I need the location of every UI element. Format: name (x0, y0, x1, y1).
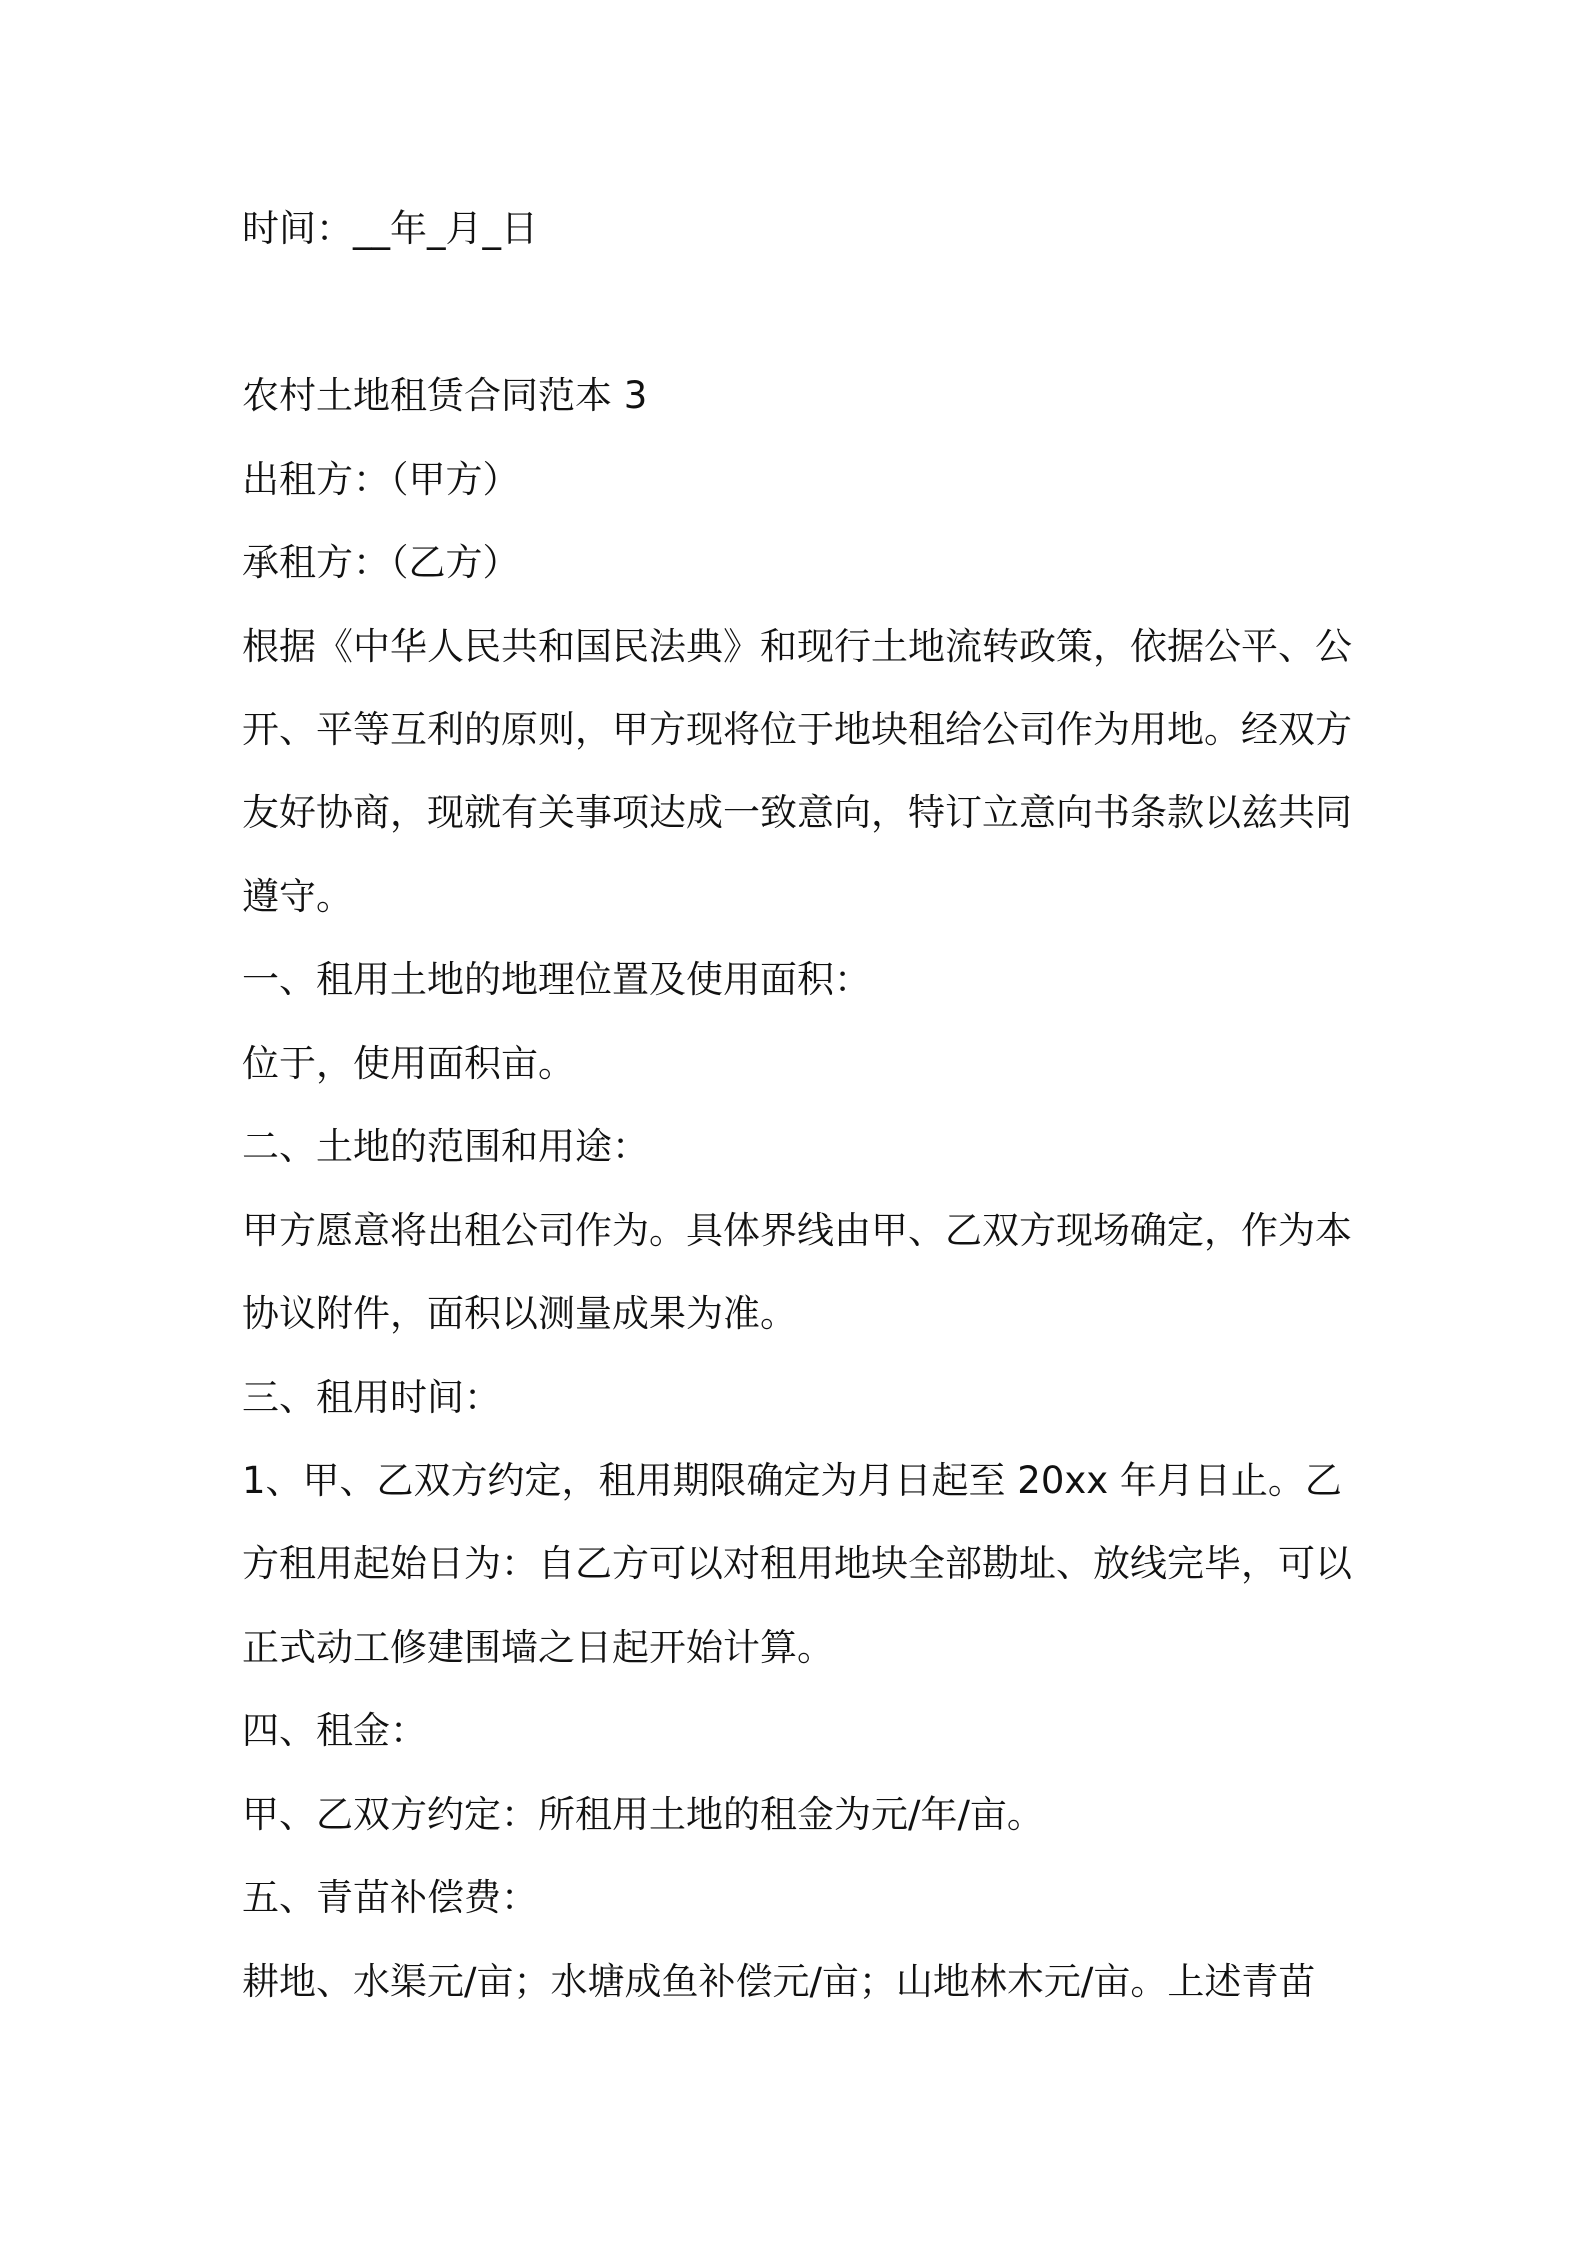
intro-line: 遵守。 (242, 875, 353, 918)
section-body-line: 甲、乙双方约定：所租用土地的租金为元/年/亩。 (242, 1793, 1044, 1836)
section-body-line: 方租用起始日为：自乙方可以对租用地块全部勘址、放线完毕，可以 (242, 1542, 1352, 1585)
section-body-line: 甲方愿意将出租公司作为。具体界线由甲、乙双方现场确定，作为本 (242, 1209, 1352, 1252)
section-body-line: 耕地、水渠元/亩；水塘成鱼补偿元/亩；山地林木元/亩。上述青苗 (242, 1960, 1316, 2003)
date-line: 时间：__年_月_日 (242, 207, 538, 250)
intro-line: 开、平等互利的原则，甲方现将位于地块租给公司作为用地。经双方 (242, 708, 1352, 751)
intro-line: 根据《中华人民共和国民法典》和现行土地流转政策，依据公平、公 (242, 625, 1352, 668)
intro-line: 友好协商，现就有关事项达成一致意向，特订立意向书条款以兹共同 (242, 791, 1352, 834)
section-heading: 四、租金： (242, 1709, 427, 1752)
section-heading: 二、土地的范围和用途： (242, 1125, 649, 1168)
lessee-line: 承租方：（乙方） (242, 541, 520, 584)
section-body-line: 协议附件，面积以测量成果为准。 (242, 1292, 797, 1335)
document-title: 农村土地租赁合同范本 3 (242, 374, 648, 417)
lessor-line: 出租方：（甲方） (242, 458, 520, 501)
section-heading: 一、租用土地的地理位置及使用面积： (242, 958, 871, 1001)
section-body-line: 正式动工修建围墙之日起开始计算。 (242, 1626, 834, 1669)
section-heading: 三、租用时间： (242, 1376, 501, 1419)
section-heading: 五、青苗补偿费： (242, 1876, 538, 1919)
section-body-line: 1、甲、乙双方约定，租用期限确定为月日起至 20xx 年月日止。乙 (242, 1459, 1342, 1502)
section-body-line: 位于，使用面积亩。 (242, 1042, 575, 1085)
